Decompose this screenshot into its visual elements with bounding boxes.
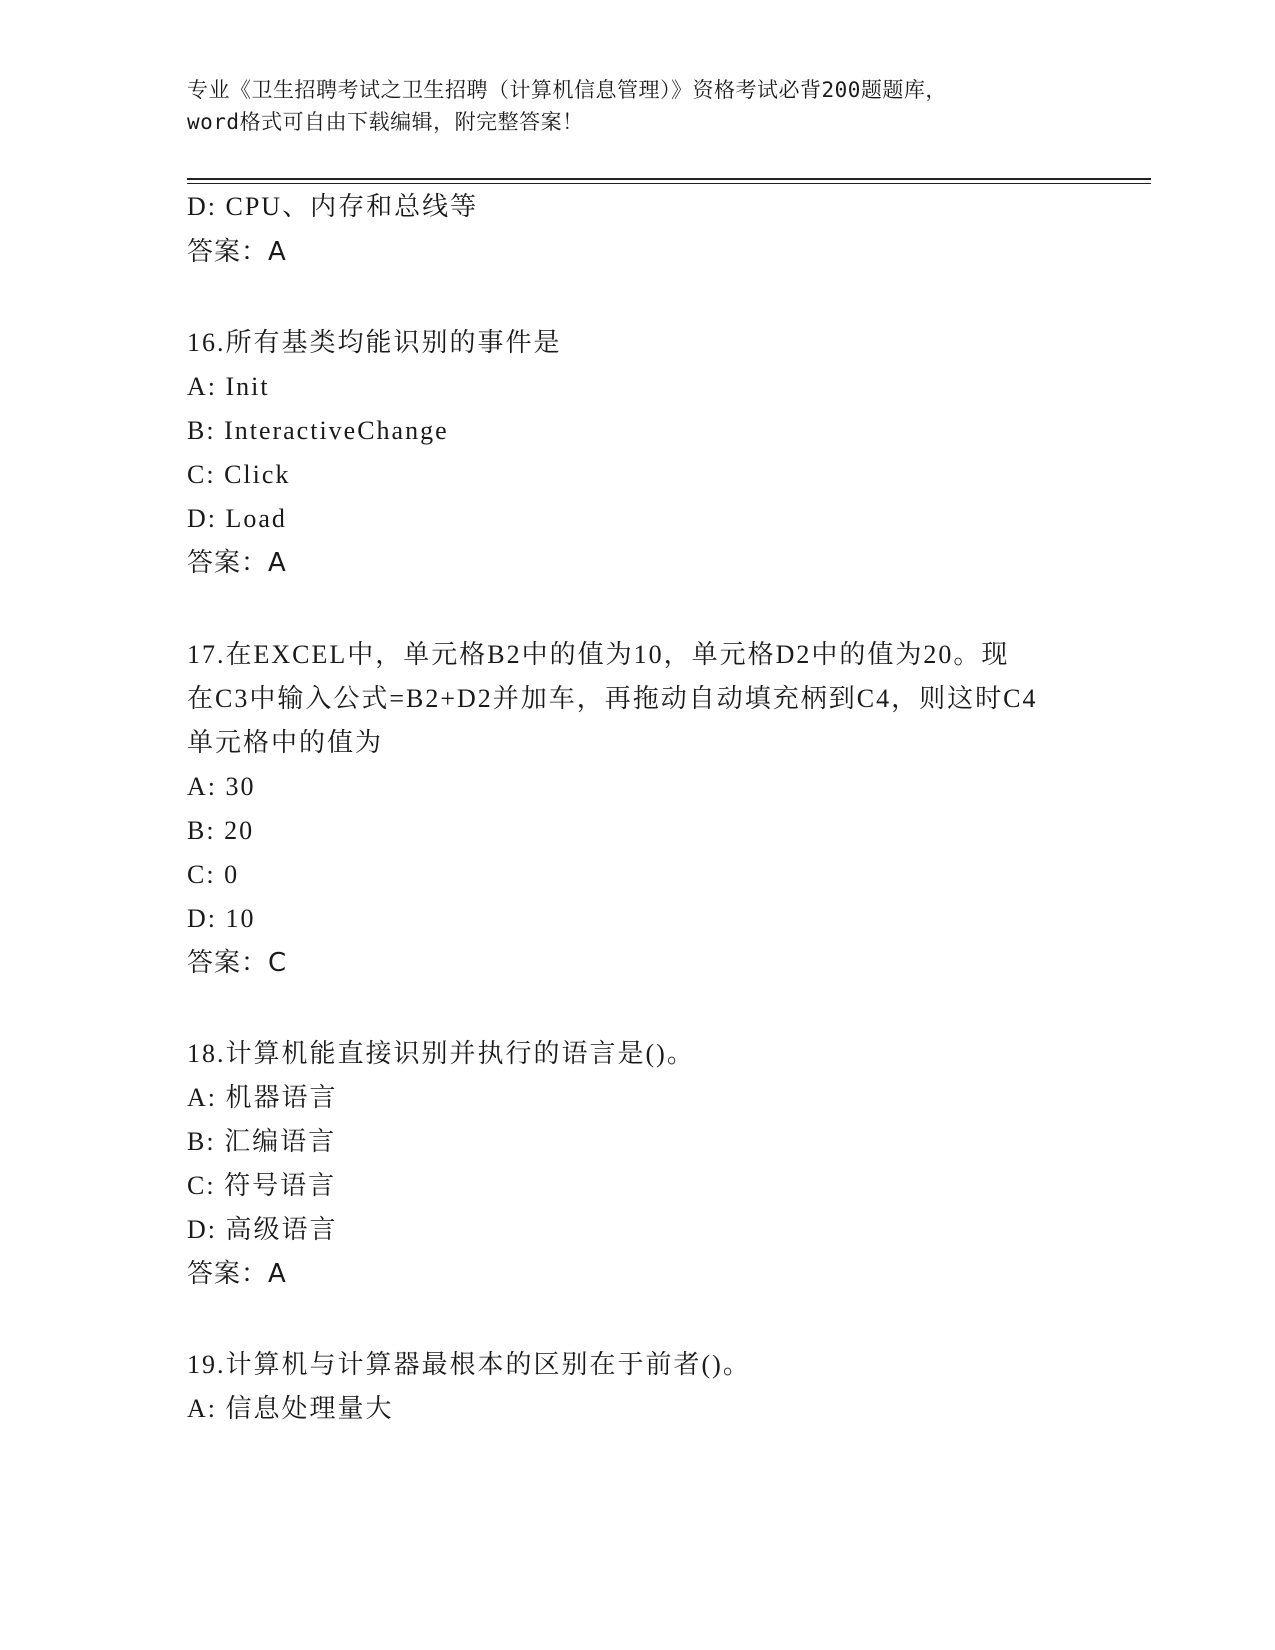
q18-option-b: B: 汇编语言 bbox=[187, 1127, 337, 1156]
q15-option-d: D: CPU、内存和总线等 bbox=[187, 192, 479, 221]
q19-option-a: A: 信息处理量大 bbox=[187, 1394, 394, 1423]
q16-option-c: C: Click bbox=[187, 460, 291, 489]
header-divider-thick bbox=[187, 178, 1151, 180]
q16-option-b: B: InteractiveChange bbox=[187, 416, 449, 445]
q17-option-a: A: 30 bbox=[187, 772, 256, 801]
q16-answer: 答案：A bbox=[187, 548, 287, 578]
q17-option-b: B: 20 bbox=[187, 816, 255, 845]
q17-question-line-1: 17.在EXCEL中，单元格B2中的值为10，单元格D2中的值为20。现 bbox=[187, 640, 1010, 669]
q18-question: 18.计算机能直接识别并执行的语言是()。 bbox=[187, 1039, 695, 1068]
q18-option-a: A: 机器语言 bbox=[187, 1083, 338, 1112]
q17-option-c: C: 0 bbox=[187, 860, 240, 889]
header-title-line-2: word格式可自由下载编辑，附完整答案！ bbox=[187, 110, 584, 134]
q18-option-d: D: 高级语言 bbox=[187, 1215, 338, 1244]
q16-option-a: A: Init bbox=[187, 372, 270, 401]
q16-question: 16.所有基类均能识别的事件是 bbox=[187, 328, 562, 357]
q19-question: 19.计算机与计算器最根本的区别在于前者()。 bbox=[187, 1350, 751, 1379]
q15-answer: 答案：A bbox=[187, 237, 287, 267]
q17-option-d: D: 10 bbox=[187, 904, 256, 933]
q18-answer: 答案：A bbox=[187, 1259, 287, 1289]
q16-option-d: D: Load bbox=[187, 504, 287, 533]
q17-question-line-2: 在C3中输入公式=B2+D2并加车，再拖动自动填充柄到C4，则这时C4 bbox=[187, 684, 1038, 713]
header-title-line-1: 专业《卫生招聘考试之卫生招聘（计算机信息管理）》资格考试必背200题题库， bbox=[187, 78, 947, 102]
q17-answer: 答案：C bbox=[187, 948, 288, 978]
document-header bbox=[187, 74, 1087, 138]
q17-question-line-3: 单元格中的值为 bbox=[187, 728, 384, 757]
q18-option-c: C: 符号语言 bbox=[187, 1171, 337, 1200]
